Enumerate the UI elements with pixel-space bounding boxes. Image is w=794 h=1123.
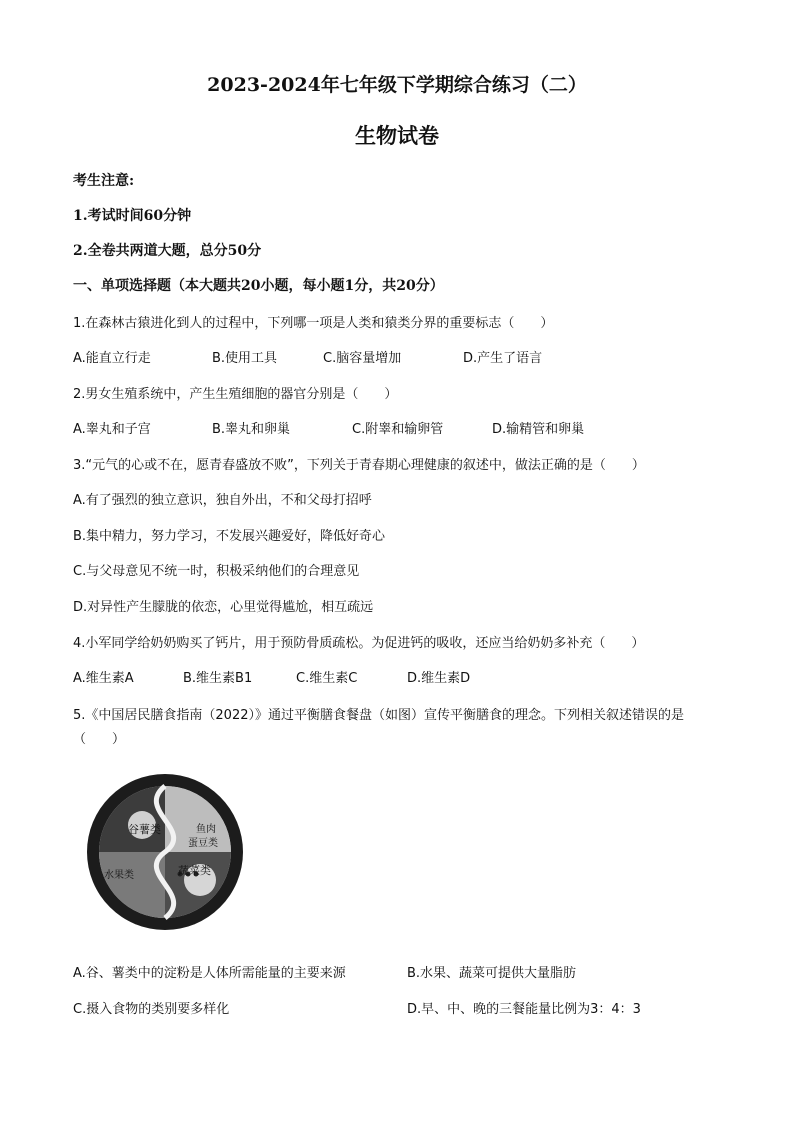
label-grains: 谷薯类 — [128, 823, 161, 836]
question-2-option-a: A.睾丸和子宫 — [73, 422, 151, 437]
notice-heading: 考生注意: — [73, 173, 135, 189]
question-1-option-d: D.产生了语言 — [463, 351, 543, 366]
balanced-diet-plate-figure — [80, 770, 250, 935]
diet-plate-graphic — [80, 770, 250, 935]
question-3-option-a: A.有了强烈的独立意识，独自外出，不和父母打招呼 — [73, 493, 372, 508]
question-3-option-b: B.集中精力，努力学习，不发展兴趣爱好，降低好奇心 — [73, 529, 386, 544]
question-2-option-b: B.睾丸和卵巢 — [212, 422, 291, 437]
label-vegetables: 蔬菜类 — [178, 864, 211, 877]
question-4-option-c: C.维生素C — [296, 671, 358, 686]
question-1-option-c: C.脑容量增加 — [323, 351, 402, 366]
question-1-stem: 1.在森林古猿进化到人的过程中，下列哪一项是人类和猿类分界的重要标志（ ） — [73, 316, 554, 331]
question-2-stem: 2.男女生殖系统中，产生生殖细胞的器官分别是（ ） — [73, 387, 398, 402]
question-1-option-b: B.使用工具 — [212, 351, 278, 366]
section-heading: 一、单项选择题（本大题共20小题，每小题1分，共20分） — [73, 278, 444, 294]
label-fruit: 水果类 — [104, 870, 134, 881]
label-beans: 蛋豆类 — [188, 838, 218, 849]
question-5-option-d: D.早、中、晚的三餐能量比例为3：4：3 — [407, 1002, 641, 1017]
question-3-option-c: C.与父母意见不统一时，积极采纳他们的合理意见 — [73, 564, 360, 579]
question-4-option-a: A.维生素A — [73, 671, 134, 686]
question-4-option-b: B.维生素B1 — [183, 671, 253, 686]
question-5-option-c: C.摄入食物的类别要多样化 — [73, 1002, 230, 1017]
question-4-stem: 4.小军同学给奶奶购买了钙片，用于预防骨质疏松。为促进钙的吸收，还应当给奶奶多补充（ ） — [73, 636, 645, 651]
notice-item-score: 2.全卷共两道大题，总分50分 — [73, 243, 262, 259]
question-5-option-b: B.水果、蔬菜可提供大量脂肪 — [407, 966, 577, 981]
label-meat: 鱼肉 — [196, 824, 216, 835]
exam-title: 2023-2024年七年级下学期综合练习（二） — [207, 74, 587, 96]
question-4-option-d: D.维生素D — [407, 671, 471, 686]
question-3-stem: 3.“元气的心或不在，愿青春盛放不败”，下列关于青春期心理健康的叙述中，做法正确的是（ ） — [73, 458, 645, 473]
question-3-option-d: D.对异性产生朦胧的依恋，心里觉得尴尬，相互疏远 — [73, 600, 374, 615]
notice-item-time: 1.考试时间60分钟 — [73, 208, 192, 224]
exam-subject: 生物试卷 — [355, 123, 439, 148]
question-2-option-c: C.附睾和输卵管 — [352, 422, 444, 437]
question-2-option-d: D.输精管和卵巢 — [492, 422, 585, 437]
question-1-option-a: A.能直立行走 — [73, 351, 151, 366]
question-5-stem: 5.《中国居民膳食指南（2022）》通过平衡膳食餐盘（如图）宣传平衡膳食的理念。下列相关叙述错误的是 — [73, 708, 684, 723]
question-5-stem-continued: （ ） — [73, 732, 126, 747]
question-5-option-a: A.谷、薯类中的淀粉是人体所需能量的主要来源 — [73, 966, 346, 981]
